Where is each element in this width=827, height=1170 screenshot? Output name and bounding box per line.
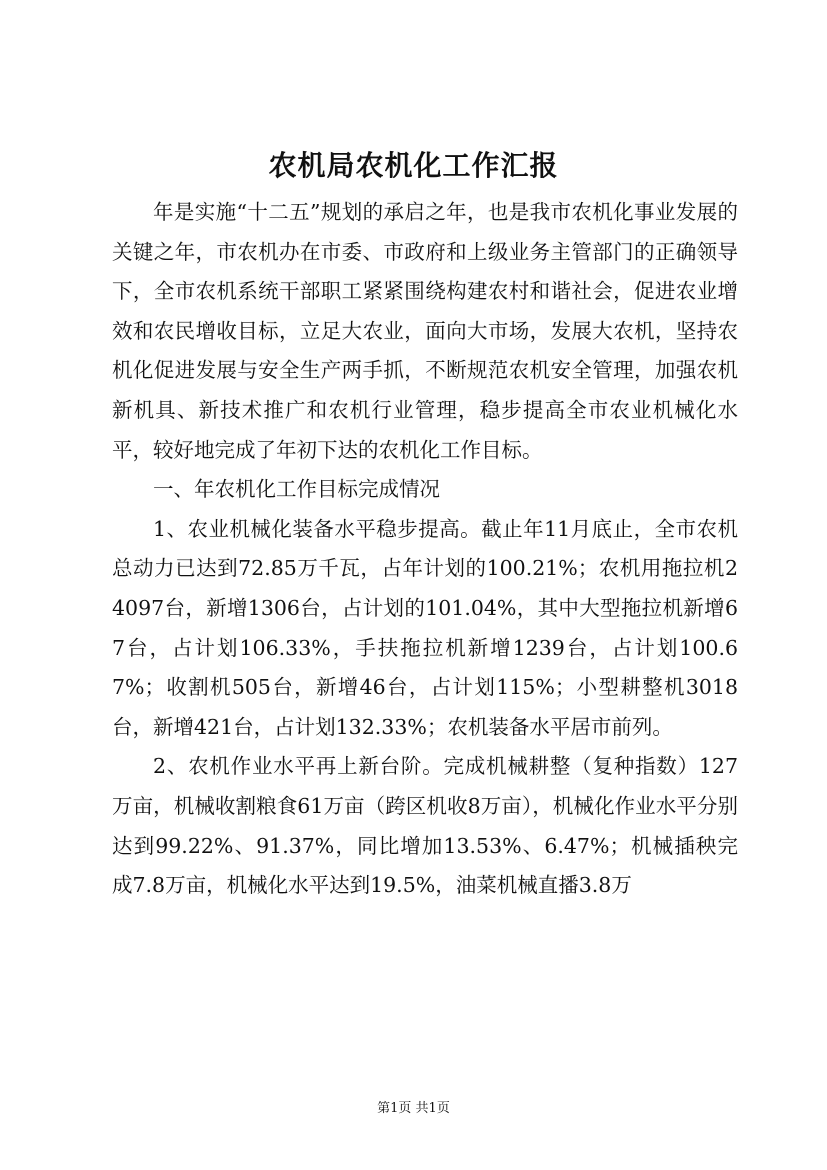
section-heading: 一、年农机化工作目标完成情况: [153, 477, 440, 502]
page-footer: 第1页 共1页: [377, 1101, 450, 1116]
paragraph-intro: 年是实施“十二五”规划的承启之年，也是我市农机化事业发展的关键之年，市农机办在市委、市政府和上级业务主管部门的正确领导下，全市农机系统干部职工紧紧围绕构建农村和谐社会，促进农业增效和农民增收目标，立足大农业，面向大市场，发展大农机，坚持农机化促进发展与安全生产两手抓，不断规范农机安全管理，加强农机新机具、新技术推广和农机行业管理，稳步提高全市农业机械化水平，较好地完成了年初下达的农机化工作目标。: [112, 200, 738, 462]
document-body: [112, 193, 738, 906]
paragraph-operations: 2、农机作业水平再上新台阶。完成机械耕整（复种指数）127万亩，机械收割粮食61万亩（跨区机收8万亩），机械化作业水平分别达到99.22%、91.37%，同比增加13.53%、6.47%；机械插秧完成7.8万亩，机械化水平达到19.5%，油菜机械直播3.8万: [112, 754, 738, 898]
paragraph-equipment: 1、农业机械化装备水平稳步提高。截止年11月底止，全市农机总动力已达到72.85万千瓦，占年计划的100.21%；农机用拖拉机24097台，新增1306台，占计划的101.04%，其中大型拖拉机新增67台，占计划106.33%，手扶拖拉机新增1239台，占计划100.67%；收割机505台，新增46台，占计划115%；小型耕整机3018台，新增421台，占计划132.33%；农机装备水平居市前列。: [112, 516, 738, 739]
document-title: 农机局农机化工作汇报: [268, 149, 559, 182]
